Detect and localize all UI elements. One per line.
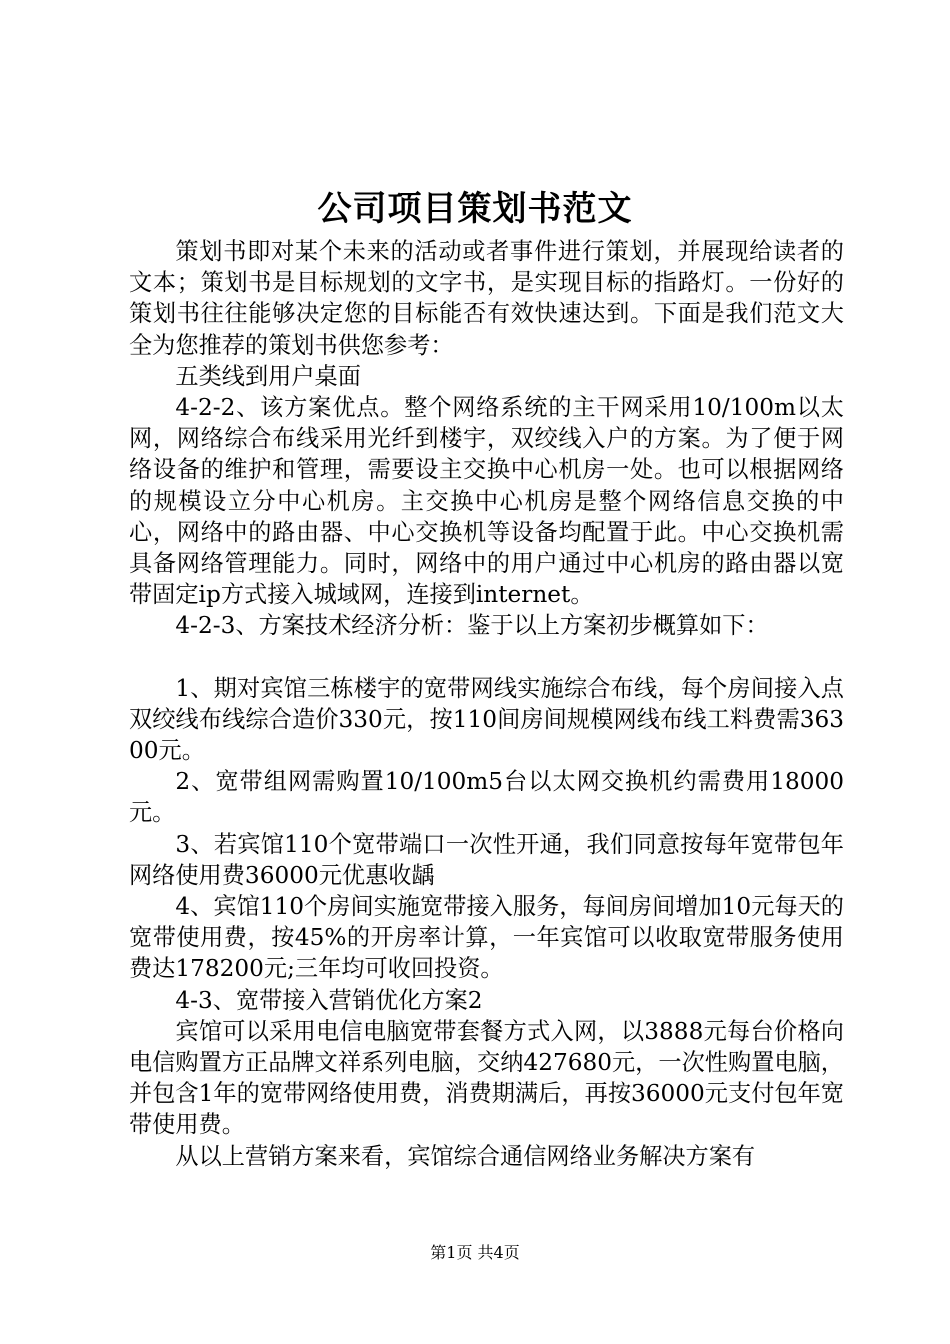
paragraph-section-4-3: 4-3、宽带接入营销优化方案2 [175, 986, 483, 1014]
page-number-footer: 第1页 共4页 [430, 1243, 520, 1262]
paragraph-cat5: 五类线到用户桌面 [175, 362, 361, 390]
paragraph-item-1: 1、期对宾馆三栋楼宇的宽带网线实施综合布线，每个房间接入点双绞线布线综合造价330元，按110间房间规模网线布线工料费需36300元。 [129, 674, 844, 765]
paragraph-item-4: 4、宾馆110个房间实施宽带接入服务，每间房间增加10元每天的宽带使用费，按45%的开房率计算，一年宾馆可以收取宽带服务使用费达178200元;三年均可收回投资。 [129, 893, 844, 983]
paragraph-economic-analysis: 4-2-3、方案技术经济分析：鉴于以上方案初步概算如下： [175, 612, 769, 640]
paragraph-computer-package: 宾馆可以采用电信电脑宽带套餐方式入网，以3888元每台价格向电信购置方正品牌文祥系列电脑，交纳427680元，一次性购置电脑，并包含1年的宽带网络使用费，消费期满后，再按36000元支付包年宽带使用费。 [129, 1017, 844, 1139]
paragraph-conclusion: 从以上营销方案来看，宾馆综合通信网络业务解决方案有 [175, 1142, 756, 1170]
document-title: 公司项目策划书范文 [317, 189, 633, 229]
document-body [129, 236, 844, 1172]
paragraph-item-2: 2、宽带组网需购置10/100m5台以太网交换机约需费用18000元。 [129, 768, 844, 827]
paragraph-item-3: 3、若宾馆110个宽带端口一次性开通，我们同意按每年宽带包年网络使用费36000元优惠收龋 [129, 830, 844, 889]
paragraph-intro: 策划书即对某个未来的活动或者事件进行策划，并展现给读者的文本；策划书是目标规划的文字书，是实现目标的指路灯。一份好的策划书往往能够决定您的目标能否有效快速达到。下面是我们范文大全为您推荐的策划书供您参考： [129, 238, 844, 359]
paragraph-advantages: 4-2-2、该方案优点。整个网络系统的主干网采用10/100m以太网，网络综合布线采用光纤到楼宇，双绞线入户的方案。为了便于网络设备的维护和管理，需要设主交换中心机房一处。也可以根据网络的规模设立分中心机房。主交换中心机房是整个网络信息交换的中心，网络中的路由器、中心交换机等设备均配置于此。中心交换机需具备网络管理能力。同时，网络中的用户通过中心机房的路由器以宽带固定ip方式接入城域网，连接到internet。 [129, 394, 844, 609]
